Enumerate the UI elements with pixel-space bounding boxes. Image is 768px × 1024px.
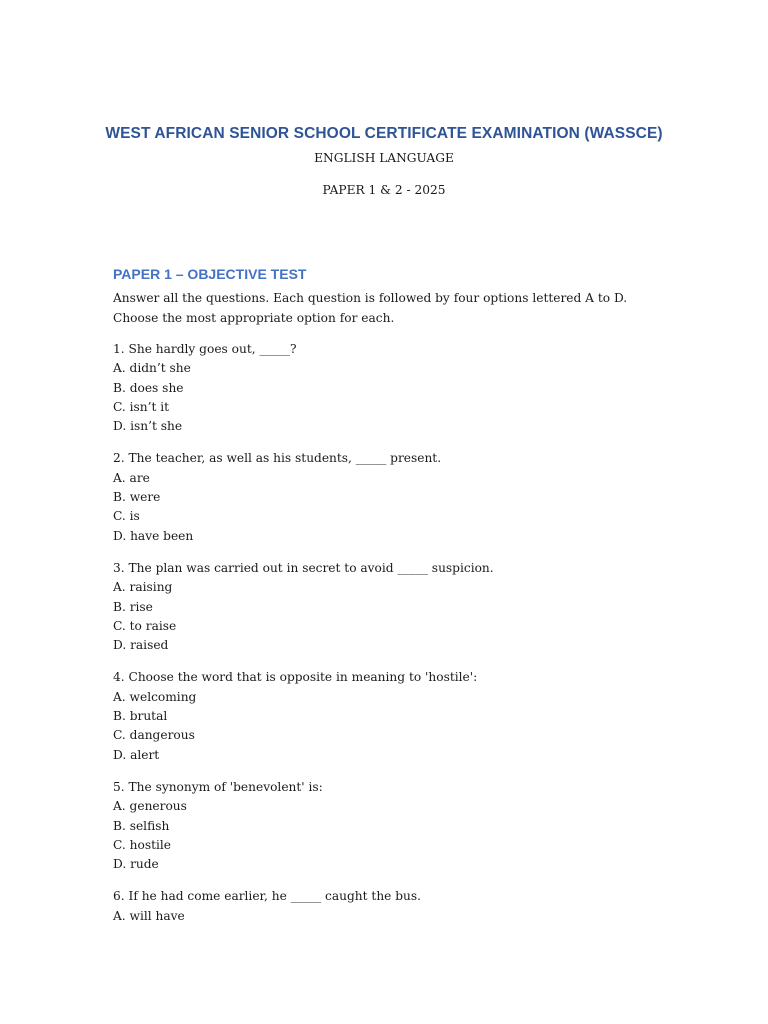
exam-subject: ENGLISH LANGUAGE [314, 151, 454, 165]
exam-paper: PAPER 1 & 2 - 2025 [322, 183, 446, 197]
question-1 [113, 340, 658, 436]
section-heading: PAPER 1 – OBJECTIVE TEST [113, 266, 307, 282]
option-c: C. is [113, 509, 140, 524]
option-b: B. were [113, 490, 161, 505]
option-c: C. dangerous [113, 728, 195, 743]
option-c: C. hostile [113, 837, 171, 852]
option-c: C. isn’t it [113, 399, 170, 414]
question-6 [113, 887, 658, 926]
section-instructions: Answer all the questions. Each question is followed by four options lettered A to D. Choose the most appropriate option for each. [113, 291, 628, 325]
option-b: B. brutal [113, 709, 168, 724]
question-2 [113, 449, 658, 545]
option-a: A. will have [113, 908, 185, 923]
option-b: B. does she [113, 380, 184, 395]
option-a: A. generous [113, 799, 187, 814]
option-a: A. welcoming [113, 689, 197, 704]
question-prompt: 1. She hardly goes out, _____? [113, 342, 297, 356]
question-prompt: 3. The plan was carried out in secret to avoid _____ suspicion. [113, 560, 494, 575]
option-d: D. raised [113, 638, 169, 653]
option-a: A. are [113, 470, 150, 485]
question-prompt: 4. Choose the word that is opposite in meaning to 'hostile': [113, 670, 478, 685]
question-5 [113, 778, 658, 874]
question-prompt: 2. The teacher, as well as his students, _____ present. [113, 451, 442, 466]
option-d: D. alert [113, 747, 160, 762]
exam-title: WEST AFRICAN SENIOR SCHOOL CERTIFICATE EXAMINATION (WASSCE) [105, 125, 663, 142]
option-b: B. rise [113, 599, 153, 614]
question-3 [113, 559, 658, 655]
question-prompt: 5. The synonym of 'benevolent' is: [113, 779, 323, 794]
option-d: D. isn’t she [113, 419, 183, 434]
option-d: D. rude [113, 857, 159, 872]
option-d: D. have been [113, 528, 194, 543]
question-list [113, 340, 658, 939]
option-c: C. to raise [113, 618, 177, 633]
option-b: B. selfish [113, 818, 170, 833]
option-a: A. raising [113, 580, 173, 595]
question-prompt: 6. If he had come earlier, he _____ caught the bus. [113, 889, 422, 904]
question-4 [113, 668, 658, 764]
option-a: A. didn’t she [113, 361, 191, 376]
